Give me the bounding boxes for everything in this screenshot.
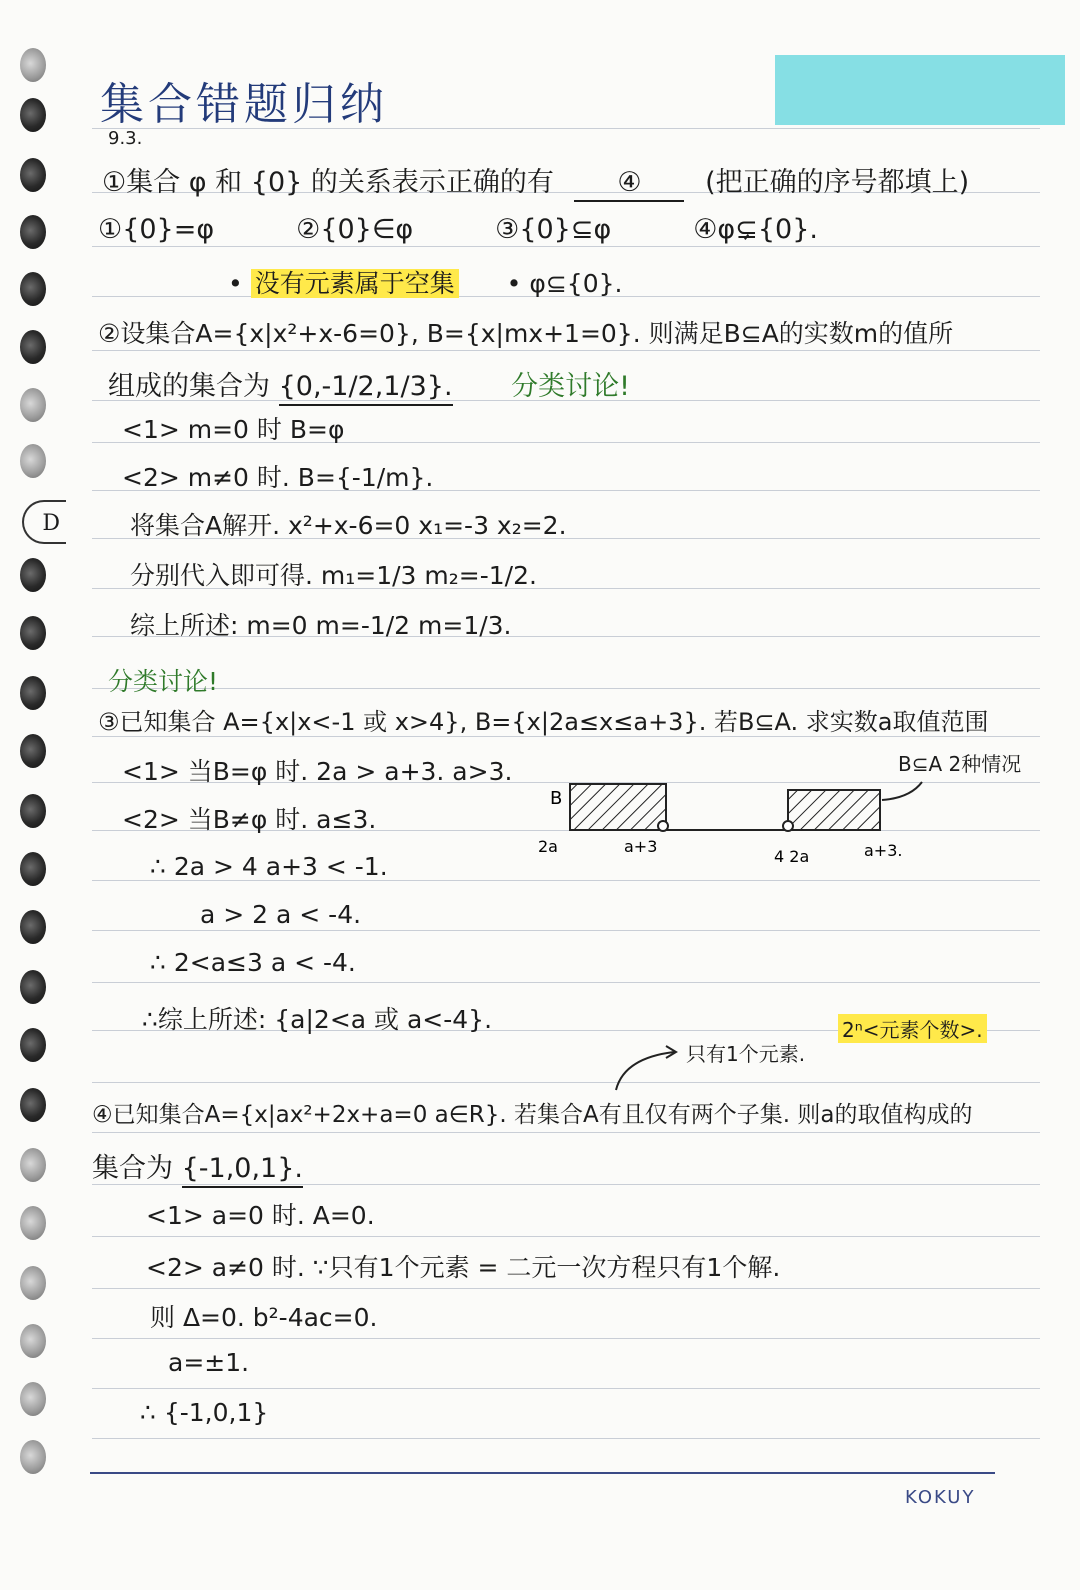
pointer-arrow — [882, 782, 922, 800]
binding-ring — [20, 852, 46, 886]
q4-arrow-note: 只有1个元素. — [686, 1042, 806, 1066]
q2-answer: {0,-1/2,1/3}. — [279, 371, 453, 406]
q4-highlight-note: 2ⁿ<元素个数>. — [838, 1014, 987, 1043]
binding-ring — [20, 215, 46, 249]
diagram-label-2a: 2a — [538, 837, 558, 856]
q1-answer: ④ — [574, 167, 684, 202]
q2-stem: ②设集合A={x|x²+x-6=0}, B={x|mx+1=0}. 则满足B⊆A的实数m的值所 — [98, 319, 954, 348]
q1-stem-hint: (把正确的序号都填上) — [705, 167, 970, 198]
q4-line-3: 则 Δ=0. b²-4ac=0. — [150, 1303, 378, 1332]
q4-line-4: a=±1. — [168, 1348, 250, 1377]
interval-b-right — [788, 790, 880, 830]
q1-note-subset: • φ⊆{0}. — [506, 269, 623, 298]
q3-tag: 分类讨论! — [108, 667, 219, 696]
binding-ring — [20, 1088, 46, 1122]
binding-ring — [20, 910, 46, 944]
q4-line-5: ∴ {-1,0,1} — [140, 1398, 269, 1427]
q2-stem-text: 组成的集合为 — [108, 371, 270, 402]
q3-line-5: ∴ 2<a≤3 a < -4. — [150, 948, 356, 977]
page-footer-line — [90, 1472, 995, 1474]
q3-line-6: ∴综上所述: {a|2<a 或 a<-4}. — [142, 1005, 493, 1034]
binding-ring — [20, 676, 46, 710]
q1-highlight-note: 没有元素属于空集 — [251, 269, 459, 298]
binding-ring — [20, 1440, 46, 1474]
binding-ring — [20, 48, 46, 82]
binding-ring — [20, 444, 46, 478]
q3-line-4: a > 2 a < -4. — [200, 900, 362, 929]
q2-line-4: 分别代入即可得. m₁=1/3 m₂=-1/2. — [130, 561, 537, 590]
q3-line-3: ∴ 2a > 4 a+3 < -1. — [150, 852, 388, 881]
q1-options — [98, 214, 818, 245]
q1-stem — [102, 160, 969, 202]
binding-ring — [20, 970, 46, 1004]
q3-stem: ③已知集合 A={x|x<-1 或 x>4}, B={x|2a≤x≤a+3}. 若B⊆A. 求实数a取值范围 — [98, 708, 989, 736]
q4-stem-text: 集合为 — [92, 1153, 173, 1184]
q2-line-2: <2> m≠0 时. B={-1/m}. — [122, 463, 434, 492]
q2-line-3: 将集合A解开. x²+x-6=0 x₁=-3 x₂=2. — [130, 511, 567, 540]
q1-stem-text: ①集合 φ 和 {0} 的关系表示正确的有 — [102, 167, 554, 198]
q4-line-1: <1> a=0 时. A=0. — [146, 1201, 375, 1230]
diagram-label-a3: a+3 — [624, 837, 658, 856]
q1-option-1: ①{0}=φ — [98, 214, 215, 245]
q2-line-5: 综上所述: m=0 m=-1/2 m=1/3. — [130, 611, 512, 640]
q3-line-1: <1> 当B=φ 时. 2a > a+3. a>3. — [122, 757, 513, 786]
q1-option-2: ②{0}∈φ — [296, 214, 414, 245]
diagram-label-b: B — [550, 788, 563, 809]
section-tab-d: D — [22, 500, 66, 544]
open-point — [658, 821, 668, 831]
number-line-diagram — [520, 770, 940, 870]
annotation-arrow — [600, 1038, 690, 1098]
q2-tag: 分类讨论! — [511, 371, 630, 402]
q1-option-3: ③{0}⊆φ — [495, 214, 612, 245]
interval-b-left — [570, 784, 666, 830]
binding-ring — [20, 734, 46, 768]
brand-logo: KOKUY — [905, 1487, 976, 1508]
date-label: 9.3. — [108, 128, 143, 149]
binding-ring — [20, 1324, 46, 1358]
open-point — [783, 821, 793, 831]
binding-ring — [20, 616, 46, 650]
q2-line-1: <1> m=0 时 B=φ — [122, 415, 345, 444]
q4-stem-line2 — [92, 1146, 303, 1185]
diagram-label-4-2a: 4 2a — [774, 847, 810, 866]
binding-ring — [20, 1148, 46, 1182]
page-title: 集合错题归纳 — [100, 79, 388, 130]
binding-ring — [20, 98, 46, 132]
binding-ring — [20, 794, 46, 828]
q4-answer: {-1,0,1}. — [182, 1153, 303, 1188]
q1-option-4: ④φ⊊{0}. — [693, 214, 818, 245]
binding-ring — [20, 1266, 46, 1300]
binding-ring — [20, 558, 46, 592]
q4-line-2: <2> a≠0 时. ∵只有1个元素 = 二元一次方程只有1个解. — [146, 1253, 781, 1282]
binding-ring — [20, 158, 46, 192]
diagram-label-a3-right: a+3. — [864, 841, 903, 860]
binding-ring — [20, 1028, 46, 1062]
q1-notes: • 没有元素属于空集 • φ⊆{0}. — [228, 269, 623, 298]
washi-tape — [775, 55, 1065, 125]
q3-line-2: <2> 当B≠φ 时. a≤3. — [122, 805, 377, 834]
binding-ring — [20, 1382, 46, 1416]
q4-stem: ④已知集合A={x|ax²+2x+a=0 a∈R}. 若集合A有且仅有两个子集. 则a的取值构成的 — [92, 1102, 973, 1128]
binding-ring — [20, 1206, 46, 1240]
q3-aside-note: B⊆A 2种情况 — [898, 752, 1022, 776]
binding-ring — [20, 388, 46, 422]
q2-stem-line2 — [108, 364, 630, 403]
binding-ring — [20, 330, 46, 364]
binding-ring — [20, 272, 46, 306]
